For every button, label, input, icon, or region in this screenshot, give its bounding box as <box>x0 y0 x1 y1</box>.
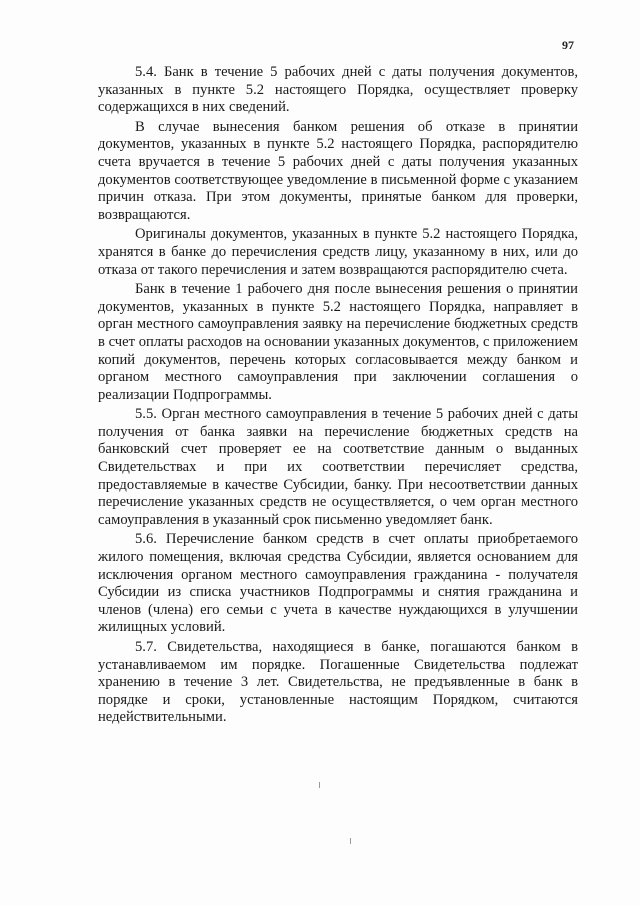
paragraph-5-4: 5.4. Банк в течение 5 рабочих дней с даты получения документов, указанных в пункте 5.2 настоящего Порядка, осуществляет проверку содержащихся в них сведений. <box>98 64 578 116</box>
paragraph-refusal: В случае вынесения банком решения об отказе в принятии документов, указанных в пункте 5.2 настоящего Порядка, распорядителю счета вручается в течение 5 рабочих дней с даты получения указанных документов соответствующее уведомление в письменной форме с указанием причин отказа. При этом документы, принятые банком для проверки, возвращаются. <box>98 118 578 223</box>
document-body <box>98 64 578 727</box>
paragraph-5-6: 5.6. Перечисление банком средств в счет оплаты приобретаемого жилого помещения, включая средства Субсидии, является основанием для исключения органом местного самоуправления гражданина - получателя Субсидии из списка участников Подпрограммы и снятия гражданина и членов (члена) его семьи с учета в качестве нуждающихся в улучшении жилищных условий. <box>98 531 578 636</box>
scan-speck <box>319 782 320 788</box>
paragraph-5-5: 5.5. Орган местного самоуправления в течение 5 рабочих дней с даты получения от банка заявки на перечисление бюджетных средств на банковский счет проверяет ее на соответствие данным о выданных Свидетельствах и при их соответствии перечисляет средства, предоставляемые в качестве Субсидии, банку. При несоответствии данных перечисление указанных средств не осуществляется, о чем орган местного самоуправления в указанный срок письменно уведомляет банк. <box>98 406 578 528</box>
paragraph-bank-request: Банк в течение 1 рабочего дня после вынесения решения о принятии документов, указанных в пункте 5.2 настоящего Порядка, направляет в орган местного самоуправления заявку на перечисление бюджетных средств в счет оплаты расходов на основании указанных документов, с приложением копий документов, перечень которых согласовывается между банком и органом местного самоуправления при заключении соглашения о реализации Подпрограммы. <box>98 281 578 403</box>
page-number: 97 <box>562 38 574 52</box>
scan-speck <box>350 838 351 844</box>
paragraph-5-7: 5.7. Свидетельства, находящиеся в банке, погашаются банком в устанавливаемом им порядке. Погашенные Свидетельства подлежат хранению в течение 3 лет. Свидетельства, не предъявленные в банк в порядке и сроки, установленные настоящим Порядком, считаются недействительными. <box>98 639 578 726</box>
paragraph-originals: Оригиналы документов, указанных в пункте 5.2 настоящего Порядка, хранятся в банке до перечисления средств лицу, указанному в них, или до отказа от такого перечисления и затем возвращаются распорядителю счета. <box>98 226 578 278</box>
